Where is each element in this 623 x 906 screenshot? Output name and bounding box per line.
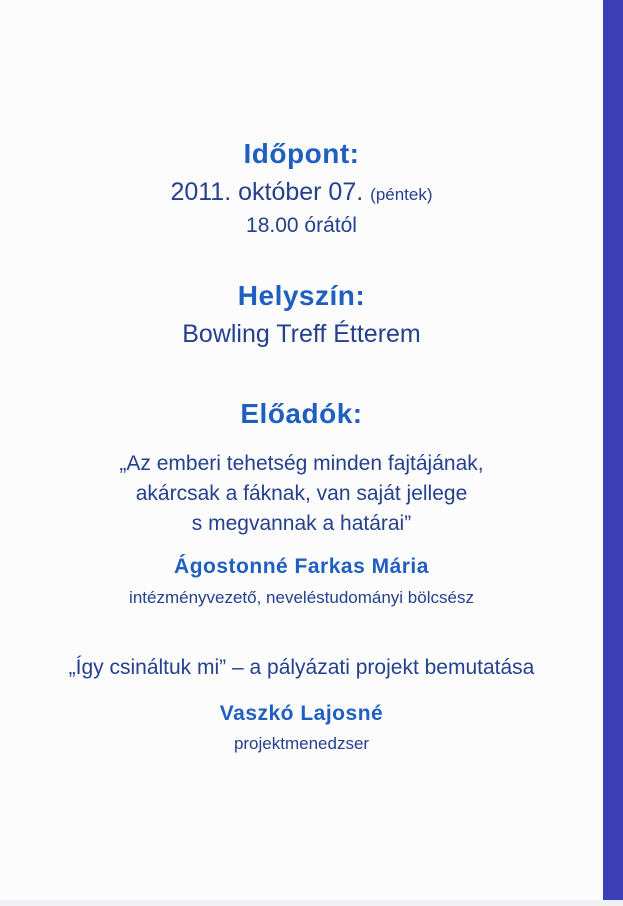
speakers-heading: Előadók: bbox=[240, 398, 363, 429]
event-date: 2011. október 07. bbox=[170, 178, 364, 206]
quote-line: s megvannak a határai” bbox=[191, 512, 412, 535]
speaker2-role: projektmenedzser bbox=[233, 734, 370, 753]
event-date-line bbox=[0, 178, 603, 207]
accent-stripe bbox=[603, 0, 623, 900]
venue-heading: Helyszín: bbox=[237, 280, 366, 311]
quote-line: akárcsak a fáknak, van saját jellege bbox=[135, 482, 468, 505]
venue-name: Bowling Treff Étterem bbox=[182, 320, 421, 348]
event-hour: 18.00 órától bbox=[246, 214, 357, 237]
time-heading: Időpont: bbox=[243, 138, 360, 169]
event-day: (péntek) bbox=[370, 185, 433, 204]
speaker1-name: Ágostonné Farkas Mária bbox=[174, 555, 429, 578]
speaker1-role: intézményvezető, neveléstudományi bölcsész bbox=[129, 588, 474, 607]
quote-line: „Az emberi tehetség minden fajtájának, bbox=[119, 452, 484, 475]
page-bottom-edge bbox=[0, 900, 623, 906]
talk2-title: „Így csináltuk mi” – a pályázati projekt bemutatása bbox=[68, 656, 535, 679]
speaker2-name: Vaszkó Lajosné bbox=[219, 702, 384, 725]
